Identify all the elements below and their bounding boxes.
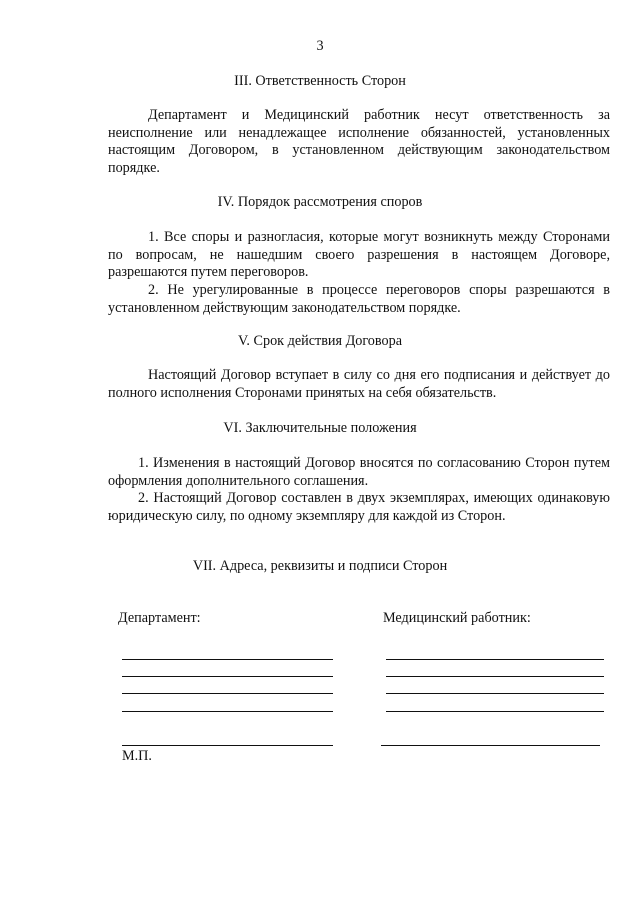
medical-worker-line-4 <box>386 711 604 712</box>
section-4-heading: IV. Порядок рассмотрения споров <box>217 194 423 210</box>
department-signature-label: Департамент: <box>118 610 201 626</box>
department-line-1 <box>122 659 333 660</box>
medical-worker-line-3 <box>386 693 604 694</box>
department-line-4 <box>122 711 333 712</box>
medical-worker-line-2 <box>386 676 604 677</box>
section-4-paragraph-2: 2. Не урегулированные в процессе переговоров споры разрешаются в установленном действующим законодательством порядке. <box>108 282 610 316</box>
section-3-heading: III. Ответственность Сторон <box>234 73 406 89</box>
medical-worker-line-1 <box>386 659 604 660</box>
section-6-paragraph-2: 2. Настоящий Договор составлен в двух экземплярах, имеющих одинаковую юридическую силу, по одному экземпляру для каждой из Сторон. <box>108 490 610 524</box>
section-6-paragraph-1: 1. Изменения в настоящий Договор вносятся по согласованию Сторон путем оформления дополнительного соглашения. <box>108 455 610 489</box>
stamp-label: М.П. <box>122 748 152 764</box>
section-5-paragraph-1: Настоящий Договор вступает в силу со дня его подписания и действует до полного исполнения Сторонами принятых на себя обязательств. <box>108 367 610 401</box>
department-signature-line <box>122 745 333 746</box>
section-5-heading: V. Срок действия Договора <box>238 333 402 349</box>
department-line-3 <box>122 693 333 694</box>
section-4-paragraph-1: 1. Все споры и разногласия, которые могут возникнуть между Сторонами по вопросам, не нашедшим своего разрешения в настоящем Договоре, разрешаются путем переговоров. <box>108 229 610 281</box>
section-6-heading: VI. Заключительные положения <box>223 420 417 436</box>
section-7-heading: VII. Адреса, реквизиты и подписи Сторон <box>192 558 448 574</box>
medical-worker-signature-label: Медицинский работник: <box>383 610 531 626</box>
section-3-paragraph-1: Департамент и Медицинский работник несут ответственность за неисполнение или ненадлежащее исполнение обязанностей, установленных настоящим Договором, в установленном действующим законодательством порядке. <box>108 107 610 176</box>
medical-worker-signature-line <box>381 745 600 746</box>
department-line-2 <box>122 676 333 677</box>
page-number: 3 <box>316 38 324 54</box>
